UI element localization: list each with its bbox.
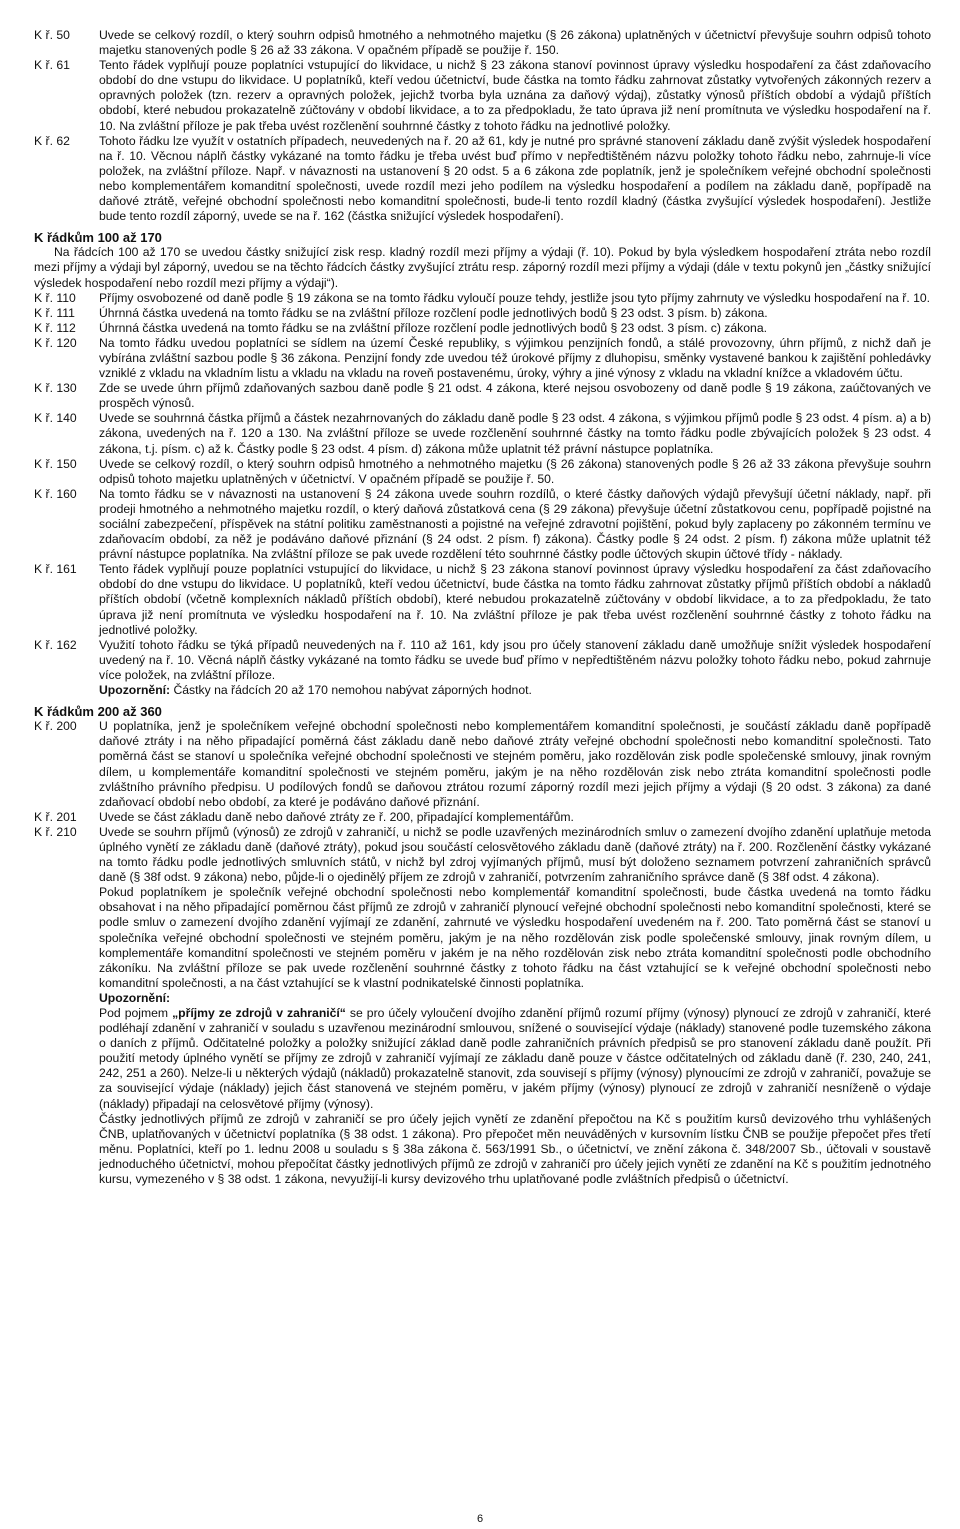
row-entry [34,562,931,637]
note-heading [99,991,931,1006]
row-entry [34,58,931,133]
paragraph: Částky jednotlivých příjmů ze zdrojů v zahraničí se pro účely jejich vynětí ze zdanění přepočtou na Kč s použitím kursů devizového trhu vyhlášených ČNB, uplatňovaných v účetnictví poplatníka (§ 38 odst. 1 zákona). Pro přepočet měn neuváděných v kursovním lístku ČNB se použije přepočet přes třetí měnu. Poplatníci, kteří po 1. lednu 2008 u souladu s § 38a zákona č. 563/1991 Sb., o účetnictví, ve znění zákona č. 348/2007 Sb., účtovali v soustavě jednoduchého účetnictví, mohou přepočítat částky jednotlivých příjmů ze zdrojů v zahraničí pro účely jejich vynětí ze zdanění na Kč s použitím jednotného kursu, vymezeného v § 38 odst. 1 zákona, nevyužijí-li kursy devizového trhu uplatňované podle zvláštních předpisů o účetnictví. [99,1111,931,1187]
row-text: Na tomto řádku se v návaznosti na ustanovení § 24 zákona uvede souhrn rozdílů, o které částky daňových výdajů převyšují účetní náklady, např. při prodeji hmotného a nehmotného majetku rozdíl, o který daňová zůstatková cena (§ 29 zákona) převyšuje účetní zůstatkovou cenu, popřípadě pojistné na sociální zabezpečení, příspěvek na státní politiku zaměstnanosti a pojistné na veřejné zdravotní pojištění, pokud byly zaplaceny po zákonném termínu ve zdaňovacím období, za něž je podáváno daňové přiznání (§ 24 odst. 2 písm. f) zákona). Částky podle § 24 odst. 2 písm. f) zákona může uplatnit též právní nástupce poplatníka. Na zvláštní příloze se pak uvede rozdělení této souhrnné částky podle účtových skupin účtové třídy - náklady. [99,486,931,562]
row-entry [34,336,931,381]
row-entry [34,134,931,225]
row-entry [34,321,931,336]
row-text: Využití tohoto řádku se týká případů neuvedených na ř. 110 až 161, kdy jsou pro účely stanovení základu daně umožňuje snížit výsledek hospodaření uvedený na ř. 10. Věcná náplň částky vykázané na tomto řádku se uvede buď přímo v nepředtištěném názvu položky tohoto řádku nebo, pokud zahrnuje více položek, na zvláštní příloze. [99,637,931,682]
row-label: K ř. 120 [34,335,77,350]
row-entry [34,381,931,411]
row-label: K ř. 150 [34,456,77,471]
row-entry [34,825,931,1187]
row-text: Tento řádek vyplňují pouze poplatníci vstupující do likvidace, u nichž § 23 zákona stanoví povinnost úpravy výsledku hospodaření za část zdaňovacího období do dne vstupu do likvidace. U poplatníků, kteří vedou účetnictví, bude částka na tomto řádku zahrnovat zůstatky vytvořených zákonných rezerv a opravných položek (tzn. rezerv a opravných položek, jejichž tvorba byla uznána za daňový výdaj), zůstatky výnosů příštích období a výdajů příštích období, které nebudou prokazatelně zúčtovány v období likvidace, a to za předpokladu, že tato úprava již není promítnuta ve výsledku hospodaření na ř. 10. Na zvláštní příloze je pak třeba uvést rozčlenění souhrnné částky z tohoto řádku na jednotlivé položky. [99,58,931,133]
row-text: Uvede se souhrnná částka příjmů a částek nezahrnovaných do základu daně podle § 23 odst. 4 zákona, s výjimkou příjmů podle § 23 odst. 4 písm. a) a b) zákona, uvedených na ř. 120 a 130. Na zvláštní příloze se uvede rozčlenění souhrnné částky na tomto řádku podle zbývajících položek § 23 odst. 4 zákona, t.j. písm. c) až k. Částky podle § 23 odst. 4 písm. d) zákona může uplatnit též právní nástupce poplatníka. [99,411,931,456]
section-heading: K řádkům 200 až 360 [34,704,162,720]
paragraph-rest: se pro účely vyloučení dvojího zdanění příjmů rozumí příjmy (výnosy) plynoucí ze zdrojů v zahraničí, které podléhají zdanění v zahraničí v souladu s uzavřenou mezinárodní smlouvou, snížené o související výdaje (náklady) stanovené podle tuzemského zákona o daních z příjmů. Odčitatelné položky a položky snižující základ daně podle zahraničních právních předpisů se pro stanovení základu daně použít. Při použití metody úplného vynětí se příjmy ze zdrojů v zahraničí vyjímají ze základu daně pouze v částce odčitatelných od základu daně (ř. 230, 240, 241, 242, 251 a 260). Nelze-li u některých výdajů (nákladů) prokazatelně stanovit, zda souvisejí s příjmy (výnosy) plynoucími ze zdrojů v zahraničí, považuje se za související výdaje (náklady) jejich část stanovená ve stejném poměru, v jakém příjmy (výnosy) plynoucí ze zdrojů v zahraničí nesníženě o výdaje (náklady) připadají na celosvětové příjmy (výnosy). [99,1006,931,1111]
row-entry [34,291,931,306]
row-text: Na tomto řádku uvedou poplatníci se sídlem na území České republiky, s výjimkou penzijních fondů, a stálé provozovny, úhrn příjmů, z nichž daň je vybírána zvláštní sazbou podle § 36 zákona. Penzijní fondy zde uvedou též úrokové příjmy z dluhopisu, směnky vystavené bankou k zajištění pohledávky vzniklé z vkladu na vkladním listu a vkladu na vkladu na roveň postavenému, úroky, výhry a jiné výnosy z vkladu na vkladní knížce a vkladovém účtu. [99,335,931,381]
row-label: K ř. 140 [34,411,77,426]
paragraph-lead: Pod pojmem [99,1006,173,1020]
row-label: K ř. 160 [34,486,77,501]
paragraph-emphasis: „příjmy ze zdrojů v zahraničí“ [172,1006,346,1020]
row-label: K ř. 62 [34,133,70,148]
row-text: Úhrnná částka uvedená na tomto řádku se na zvláštní příloze rozčlení podle jednotlivých bodů § 23 odst. 3 písm. b) zákona. [99,305,768,320]
row-text: Uvede se celkový rozdíl, o který souhrn odpisů hmotného a nehmotného majetku (§ 26 zákona) uplatněných v účetnictví převyšuje souhrn odpisů tohoto majetku stanovených podle § 26 až 33 zákona. V opačném případě se použije ř. 150. [99,28,931,58]
row-text: Uvede se celkový rozdíl, o který souhrn odpisů hmotného a nehmotného majetku (§ 26 zákona) stanovených podle § 26 až 33 zákona převyšuje souhrn odpisů tohoto majetku uplatněných v účetnictví. V opačném případě se použije ř. 50. [99,456,931,486]
row-label: K ř. 200 [34,719,77,734]
row-text: Zde se uvede úhrn příjmů zdaňovaných sazbou daně podle § 21 odst. 4 zákona, které nejsou osvobozeny od daně podle § 19 zákona, zaúčtovaných ve prospěch výnosů. [99,381,931,411]
note-text: Částky na řádcích 20 až 170 nemohou nabývat záporných hodnot. [170,683,532,698]
row-entry [34,28,931,58]
row-entry [34,487,931,562]
row-entry [34,638,931,698]
row-label: K ř. 61 [34,58,70,73]
page-number: 6 [476,1513,484,1525]
paragraph: Pokud poplatníkem je společník veřejné obchodní společnosti nebo komplementář komanditní společnosti, bude částka uvedená na tomto řádku obsahovat i na něho připadající poměrnou část příjmů ze zdrojů v zahraničí plynoucí veřejné obchodní společnosti nebo komanditní společnosti, které se podle smluv o zamezení dvojího zdanění vyjímají ze zdanění, zahrnuté ve výsledku hospodaření uvedeném na ř. 200. Tato poměrná část se stanoví u společníka veřejné obchodní společnosti ve stejném poměru, jakým je na něho rozdělován zisk podle společenské smlouvy, jinak rovným dílem, u komplementáře komanditní společnosti ve stejném poměru v jakém je na něho rozdělován zisk nebo ztráta komanditní společnosti podle obchodního zákoníku. Na zvláštní příloze se pak uvede rozčlenění souhrnné částky z tohoto řádku na část vztahující se k veřejné obchodní společnosti nebo komanditní společnosti, a na část vztahující se k vlastní podnikatelské činnosti poplatníka. [99,885,931,990]
row-label: K ř. 50 [34,28,70,42]
section-intro: Na řádcích 100 až 170 se uvedou částky snižující zisk resp. kladný rozdíl mezi příjmy a výdaji (ř. 10). Pokud by byla výsledkem hospodaření ztráta nebo rozdíl mezi příjmy a výdaji byl záporný, uvedou se na těchto řádcích částky zvyšující ztrátu resp. záporný rozdíl mezi příjmy a výdaji (dále v textu pokynů jen „částky snižující výsledek hospodaření nebo rozdíl mezi příjmy a výdaji“). [34,245,931,290]
row-text: Tohoto řádku lze využít v ostatních případech, neuvedených na ř. 20 až 61, kdy je nutné pro správné stanovení základu daně zvýšit výsledek hospodaření na ř. 10. Věcnou náplň částky vykázané na tomto řádku je třeba uvést buď přímo v nepředtištěném názvu položky tohoto řádku nebo, zahrnuje-li více položek, na zvláštní příloze. Např. v návaznosti na ustanovení § 20 odst. 5 a 6 zákona zde poplatník, jenž je společníkem veřejné obchodní společnosti nebo komplementářem komanditní společnosti, uvede rozdíl mezi jeho podílem na výsledku hospodaření a podílem na základu daně, popřípadě na daňové ztrátě, veřejné obchodní společnosti nebo komanditní společnosti, bude-li tento rozdíl kladný (částka zvyšující výsledek hospodaření). Jestliže bude tento rozdíl záporný, uvede se na ř. 162 (částka snižující výsledek hospodaření). [99,133,931,224]
row-text: U poplatníka, jenž je společníkem veřejné obchodní společnosti nebo komplementářem komanditní společnosti, je součástí základu daně popřípadě daňové ztráty i na něho připadající poměrná část základu daně nebo daňové ztráty veřejné obchodní společnosti nebo komanditní společnosti. Tato poměrná část se stanoví u společníka veřejné obchodní společnosti ve stejném poměru, jako rozdělován zisk podle společenské smlouvy, jinak rovným dílem, u komplementáře komanditní společnosti ve stejném poměru, jakým je na něho rozdělován zisk nebo ztráta komanditní společnosti podle zvláštního právního předpisu. U podílových fondů se daňovou ztrátou rozumí záporný rozdíl mezi jejich příjmy a výdaji (§ 20 odst. 3 zákona) za dané zdaňovací období nebo období, za které je podáváno daňové přiznání. [99,719,931,809]
row-text: Úhrnná částka uvedená na tomto řádku se na zvláštní příloze rozčlení podle jednotlivých bodů § 23 odst. 3 písm. c) zákona. [99,320,767,335]
row-label: K ř. 210 [34,824,77,839]
row-note [99,683,931,698]
row-label: K ř. 161 [34,562,77,577]
top-entries [34,28,931,1187]
row-entry [34,306,931,321]
row-entry [34,411,931,456]
row-text: Uvede se souhrn příjmů (výnosů) ze zdrojů v zahraničí, u nichž se podle uzavřených mezinárodních smluv o zamezení dvojího zdanění uplatňuje metoda úplného vynětí ze základu daně (daňové ztráty), pokud jsou součástí celosvětového základu daně (daňové ztráty) na ř. 200. Rozčlenění částky vykázané na tomto řádku podle jednotlivých smluvních států, v nichž byl zdroj vyjímaných příjmů, musí být doloženo seznamem potvrzení zahraničních správců daně (§ 38f odst. 9 zákona) nebo, půjde-li o ojedinělý příjem ze zdrojů v zahraničí, potvrzením zahraničního správce daně (§ 38f odst. 4 zákona). [99,824,931,885]
row-label: K ř. 111 [34,305,75,320]
note-label: Upozornění: [99,683,171,698]
row-label: K ř. 112 [34,320,76,335]
row-entry [34,810,931,825]
paragraph [99,1006,931,1112]
note-heading-text: Upozornění: [99,990,171,1005]
row-label: K ř. 162 [34,637,77,652]
row-entry [34,719,931,810]
row-text: Tento řádek vyplňují pouze poplatníci vstupující do likvidace, u nichž § 23 zákona stanoví povinnost úpravy výsledku hospodaření za část zdaňovacího období do dne vstupu do likvidace. U poplatníků, kteří vedou účetnictví, bude částka na tomto řádku zahrnovat zůstatky příjmů příštích období a nákladů příštích období (včetně komplexních nákladů příštích období), které nebudou prokazatelně zúčtovány v období likvidace, a to za předpokladu, že tato úprava již není promítnuta ve výsledku hospodaření na ř. 10. Na zvláštní příloze je pak třeba uvést rozčlenění souhrnné částky z tohoto řádku na jednotlivé položky. [99,562,931,637]
row-label: K ř. 201 [34,809,77,824]
row-text: Uvede se část základu daně nebo daňové ztráty ze ř. 200, připadající komplementářům. [99,809,574,824]
row-label: K ř. 130 [34,381,77,396]
section-heading: K řádkům 100 až 170 [34,230,162,246]
row-text: Příjmy osvobozené od daně podle § 19 zákona se na tomto řádku vyloučí pouze tehdy, jestliže jsou tyto příjmy zahrnuty ve výsledku hospodaření na ř. 10. [99,290,931,305]
row-entry [34,457,931,487]
row-label: K ř. 110 [34,290,76,305]
